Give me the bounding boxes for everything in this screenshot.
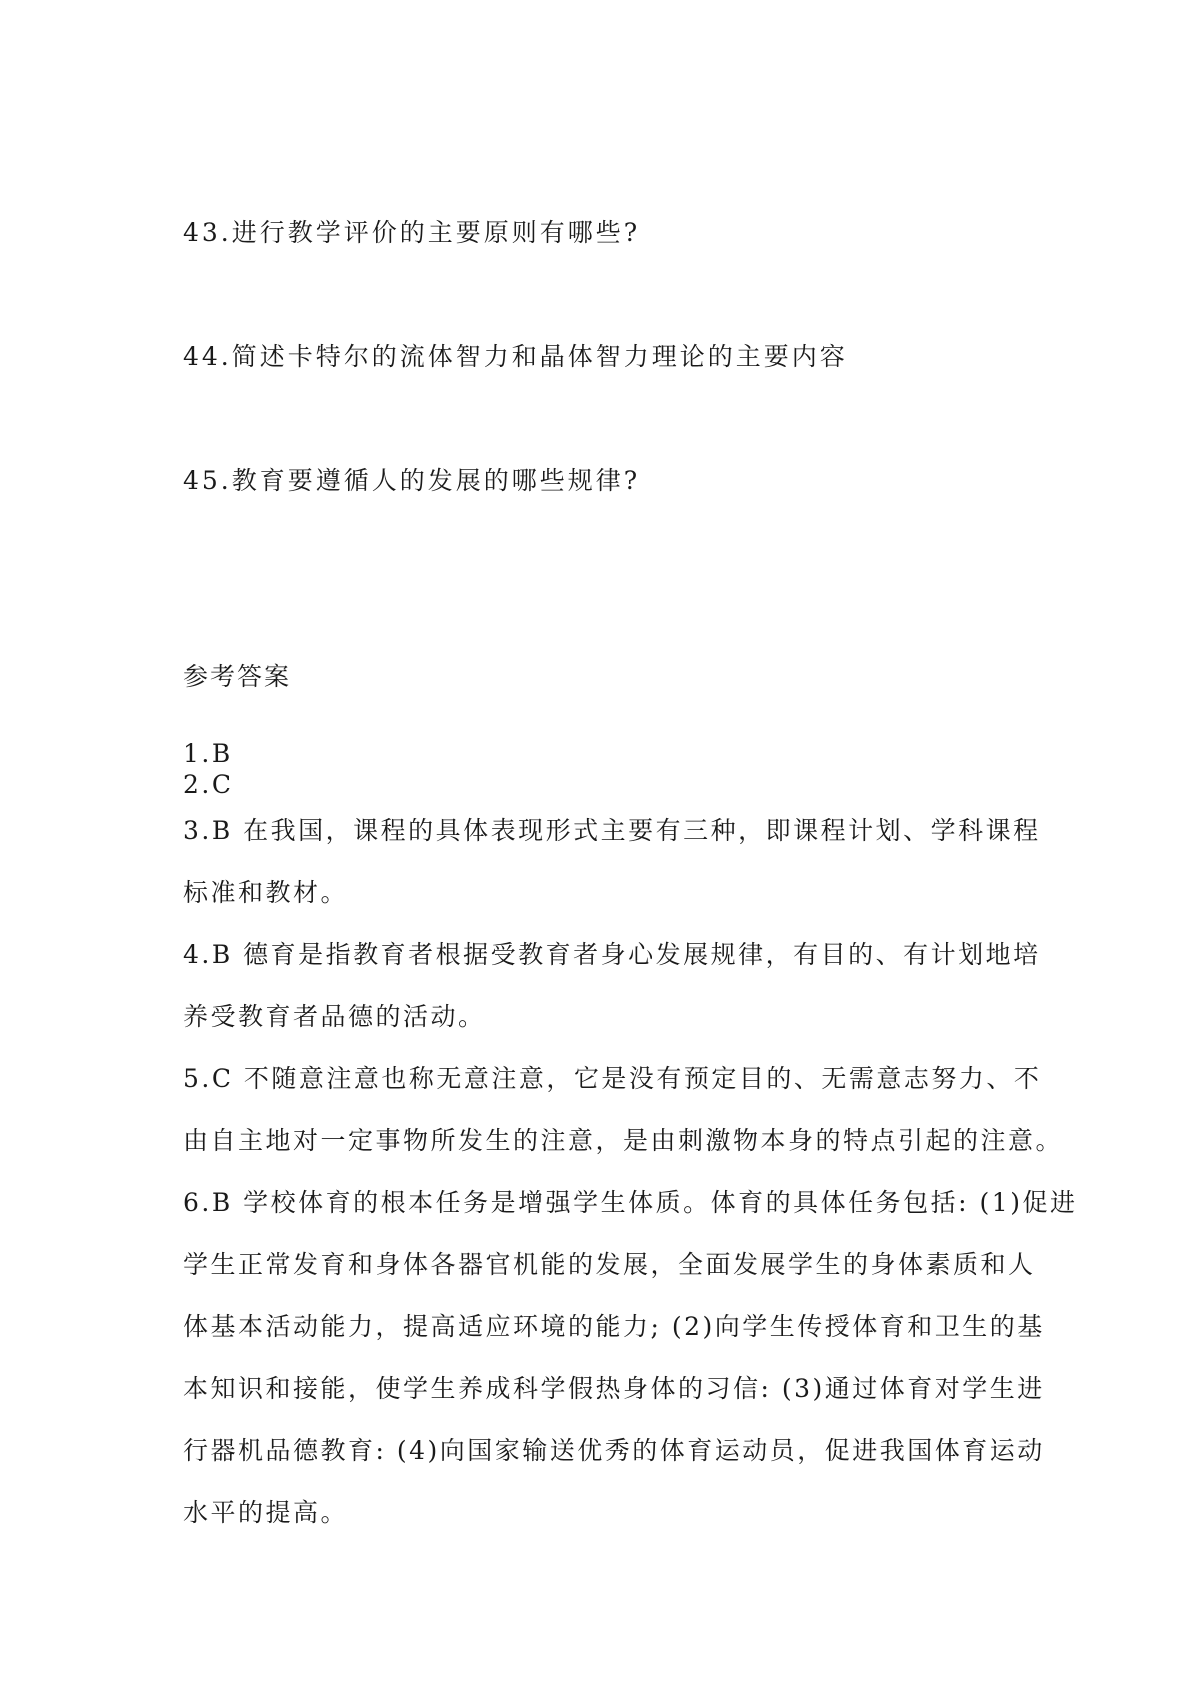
answer-line: 5.C 不随意注意也称无意注意，它是没有预定目的、无需意志努力、不 xyxy=(183,1064,1042,1093)
answer-line: 标准和教材。 xyxy=(183,878,349,907)
question-45: 45.教育要遵循人的发展的哪些规律? xyxy=(183,466,641,495)
answer-line: 本知识和接能，使学生养成科学假热身体的习信: (3)通过体育对学生进 xyxy=(183,1374,1045,1403)
question-43: 43.进行教学评价的主要原则有哪些? xyxy=(183,218,641,247)
answer-line: 4.B 德育是指教育者根据受教育者身心发展规律，有目的、有计划地培 xyxy=(183,940,1041,969)
answer-line: 体基本活动能力，提高适应环境的能力; (2)向学生传授体育和卫生的基 xyxy=(183,1312,1045,1341)
answer-line: 水平的提高。 xyxy=(183,1498,349,1527)
answer-line: 3.B 在我国，课程的具体表现形式主要有三种，即课程计划、学科课程 xyxy=(183,816,1041,845)
question-44: 44.简述卡特尔的流体智力和晶体智力理论的主要内容 xyxy=(183,342,848,371)
answer-line: 2.C xyxy=(183,770,234,799)
answer-line: 6.B 学校体育的根本任务是增强学生体质。体育的具体任务包括: (1)促进 xyxy=(183,1188,1078,1217)
answers-title: 参考答案 xyxy=(183,662,292,691)
answer-line: 1.B xyxy=(183,739,233,768)
answer-line: 由自主地对一定事物所发生的注意，是由刺激物本身的特点引起的注意。 xyxy=(183,1126,1064,1155)
answer-line: 行器机品德教育: (4)向国家输送优秀的体育运动员，促进我国体育运动 xyxy=(183,1436,1045,1465)
answer-line: 养受教育者品德的活动。 xyxy=(183,1002,486,1031)
answer-line: 学生正常发育和身体各器官机能的发展，全面发展学生的身体素质和人 xyxy=(183,1250,1036,1279)
